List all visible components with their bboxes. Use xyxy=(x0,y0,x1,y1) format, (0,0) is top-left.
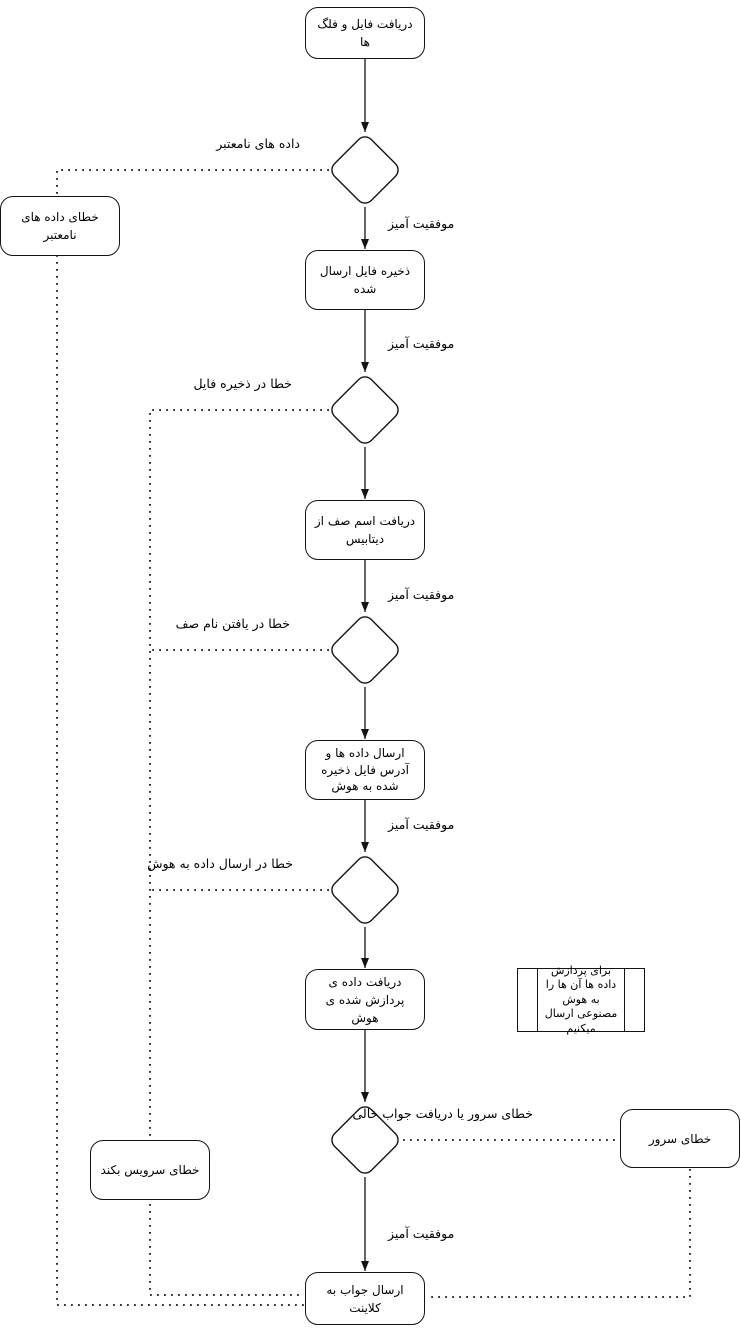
node-receive-ai-data xyxy=(305,969,425,1030)
note-text: برای پردازش داده ها آن ها را به هوش مصنوعی ارسال میکنیم xyxy=(544,963,618,1035)
edge-label-success-2: موفقیت آمیز xyxy=(388,336,455,351)
decision-find-queue xyxy=(328,613,402,687)
edge-label-invalid-data: داده های نامعتبر xyxy=(216,136,300,151)
edge-label-success-3: موفقیت آمیز xyxy=(388,587,455,602)
note-right-bar xyxy=(624,969,625,1031)
node-label: ارسال جواب به کلاینت xyxy=(326,1282,404,1315)
edge-label-save-file-error: خطا در ذخیره فایل xyxy=(193,376,292,391)
node-label: خطای سرویس بکند xyxy=(100,1163,200,1177)
decision-send-to-ai xyxy=(328,853,402,927)
node-label: ذخیره فایل ارسال شده xyxy=(319,264,411,296)
node-backend-service-error xyxy=(90,1140,210,1200)
edge-label-success-5: موفقیت آمیز xyxy=(388,1226,455,1241)
dotted-server-error-return xyxy=(426,1169,690,1297)
node-send-response-client xyxy=(305,1272,425,1325)
edge-label-success-1: موفقیت آمیز xyxy=(388,216,455,231)
node-label: خطای سرور xyxy=(648,1131,712,1146)
node-invalid-data-error xyxy=(0,196,120,256)
edge-label-send-ai-error: خطا در ارسال داده به هوش xyxy=(147,856,293,871)
note-left-bar xyxy=(537,969,538,1031)
node-label: ارسال داده ها و آدرس فایل ذخیره شده به هوش xyxy=(321,745,409,794)
node-label: دریافت اسم صف از دیتابیس xyxy=(314,514,416,546)
edge-label-server-or-empty: خطای سرور یا دریافت جواب خالی xyxy=(352,1106,533,1121)
node-server-error xyxy=(620,1109,740,1168)
decision-save-file xyxy=(328,373,402,447)
node-label: دریافت داده ی پردازش شده ی هوش xyxy=(325,974,405,1025)
decision-validate-data xyxy=(328,133,402,207)
edge-label-success-4: موفقیت آمیز xyxy=(388,817,455,832)
node-get-queue-name xyxy=(305,500,425,560)
node-receive-file-flags xyxy=(305,7,425,59)
node-save-sent-file xyxy=(305,250,425,310)
node-label: خطای داده های نامعتبر xyxy=(21,210,99,242)
dotted-invalid-data-path xyxy=(57,170,329,1305)
edge-label-find-queue-error: خطا در یافتن نام صف xyxy=(175,616,290,631)
node-send-data-to-ai xyxy=(305,740,425,800)
note-ai-processing xyxy=(517,963,645,1035)
node-label: دریافت فایل و فلگ ها xyxy=(317,17,413,49)
